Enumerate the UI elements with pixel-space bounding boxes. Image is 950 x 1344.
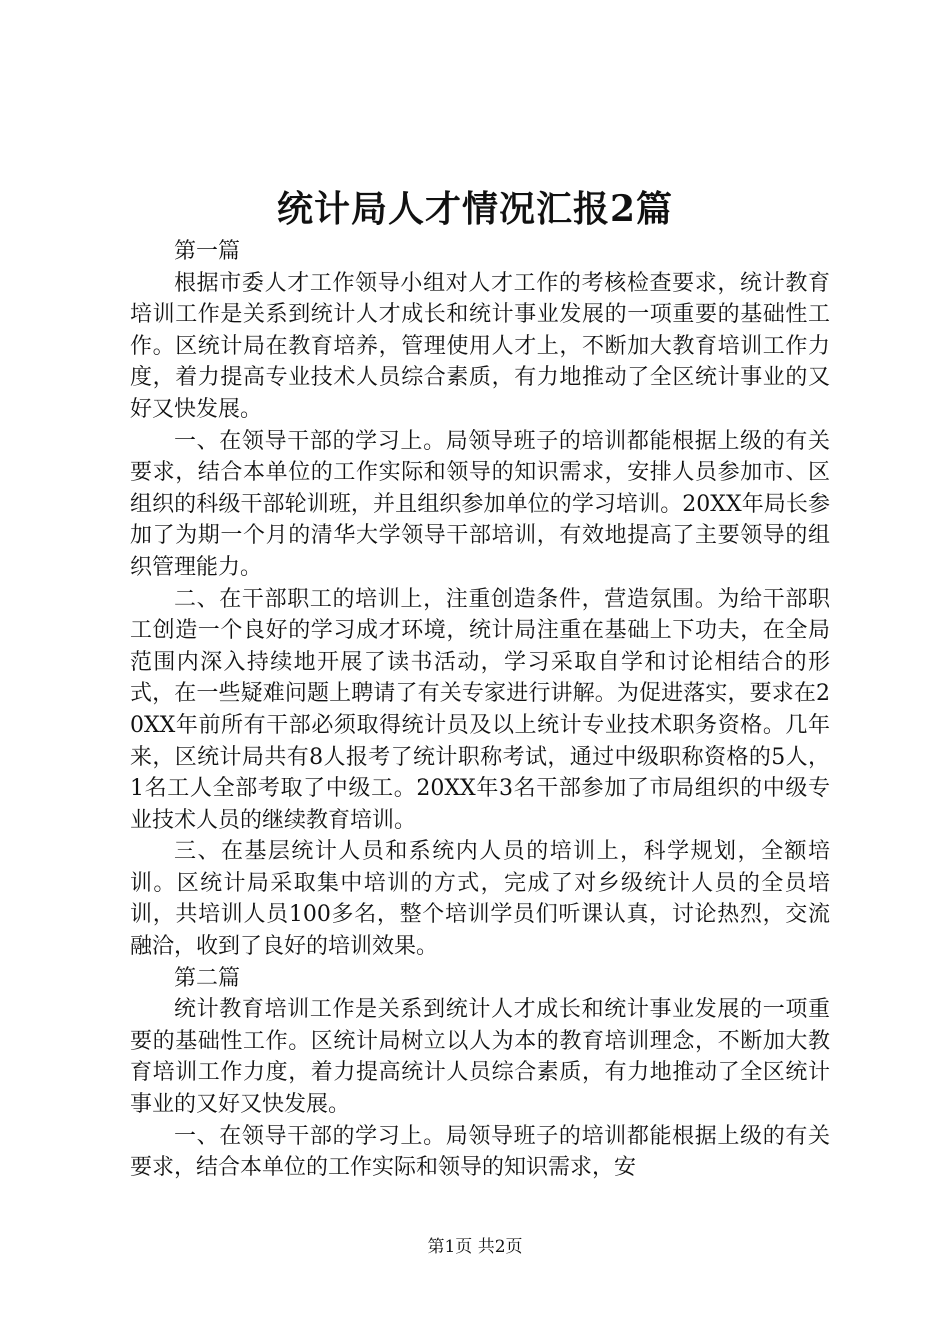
- document-title: 统计局人才情况汇报2篇: [276, 188, 674, 230]
- paragraph: 一、在领导干部的学习上。局领导班子的培训都能根据上级的有关要求，结合本单位的工作实际和领导的知识需求，安排人员参加市、区组织的科级干部轮训班，并且组织参加单位的学习培训。20XX年局长参加了为期一个月的清华大学领导干部培训，有效地提高了主要领导的组织管理能力。: [130, 428, 830, 580]
- document-body: [130, 236, 830, 1184]
- paragraph: 三、在基层统计人员和系统内人员的培训上，科学规划，全额培训。区统计局采取集中培训的方式，完成了对乡级统计人员的全员培训，共培训人员100多名，整个培训学员们听课认真，讨论热烈，交流融洽，收到了良好的培训效果。: [130, 839, 830, 960]
- section-heading-1: 第一篇: [174, 239, 241, 264]
- paragraph: 统计教育培训工作是关系到统计人才成长和统计事业发展的一项重要的基础性工作。区统计局树立以人为本的教育培训理念，不断加大教育培训工作力度，着力提高统计人员综合素质，有力地推动了全区统计事业的又好又快发展。: [130, 997, 830, 1118]
- paragraph: 二、在干部职工的培训上，注重创造条件，营造氛围。为给干部职工创造一个良好的学习成才环境，统计局注重在基础上下功夫，在全局范围内深入持续地开展了读书活动，学习采取自学和讨论相结合的形式，在一些疑难问题上聘请了有关专家进行讲解。为促进落实，要求在20XX年前所有干部必须取得统计员及以上统计专业技术职务资格。几年来，区统计局共有8人报考了统计职称考试，通过中级职称资格的5人，1名工人全部考取了中级工。20XX年3名干部参加了市局组织的中级专业技术人员的继续教育培训。: [130, 586, 830, 833]
- page-footer: 第1页 共2页: [427, 1237, 523, 1257]
- paragraph: 一、在领导干部的学习上。局领导班子的培训都能根据上级的有关要求，结合本单位的工作实际和领导的知识需求，安: [130, 1123, 830, 1181]
- paragraph: 根据市委人才工作领导小组对人才工作的考核检查要求，统计教育培训工作是关系到统计人才成长和统计事业发展的一项重要的基础性工作。区统计局在教育培养，管理使用人才上，不断加大教育培训工作力度，着力提高专业技术人员综合素质，有力地推动了全区统计事业的又好又快发展。: [130, 270, 830, 422]
- section-heading-2: 第二篇: [174, 965, 241, 991]
